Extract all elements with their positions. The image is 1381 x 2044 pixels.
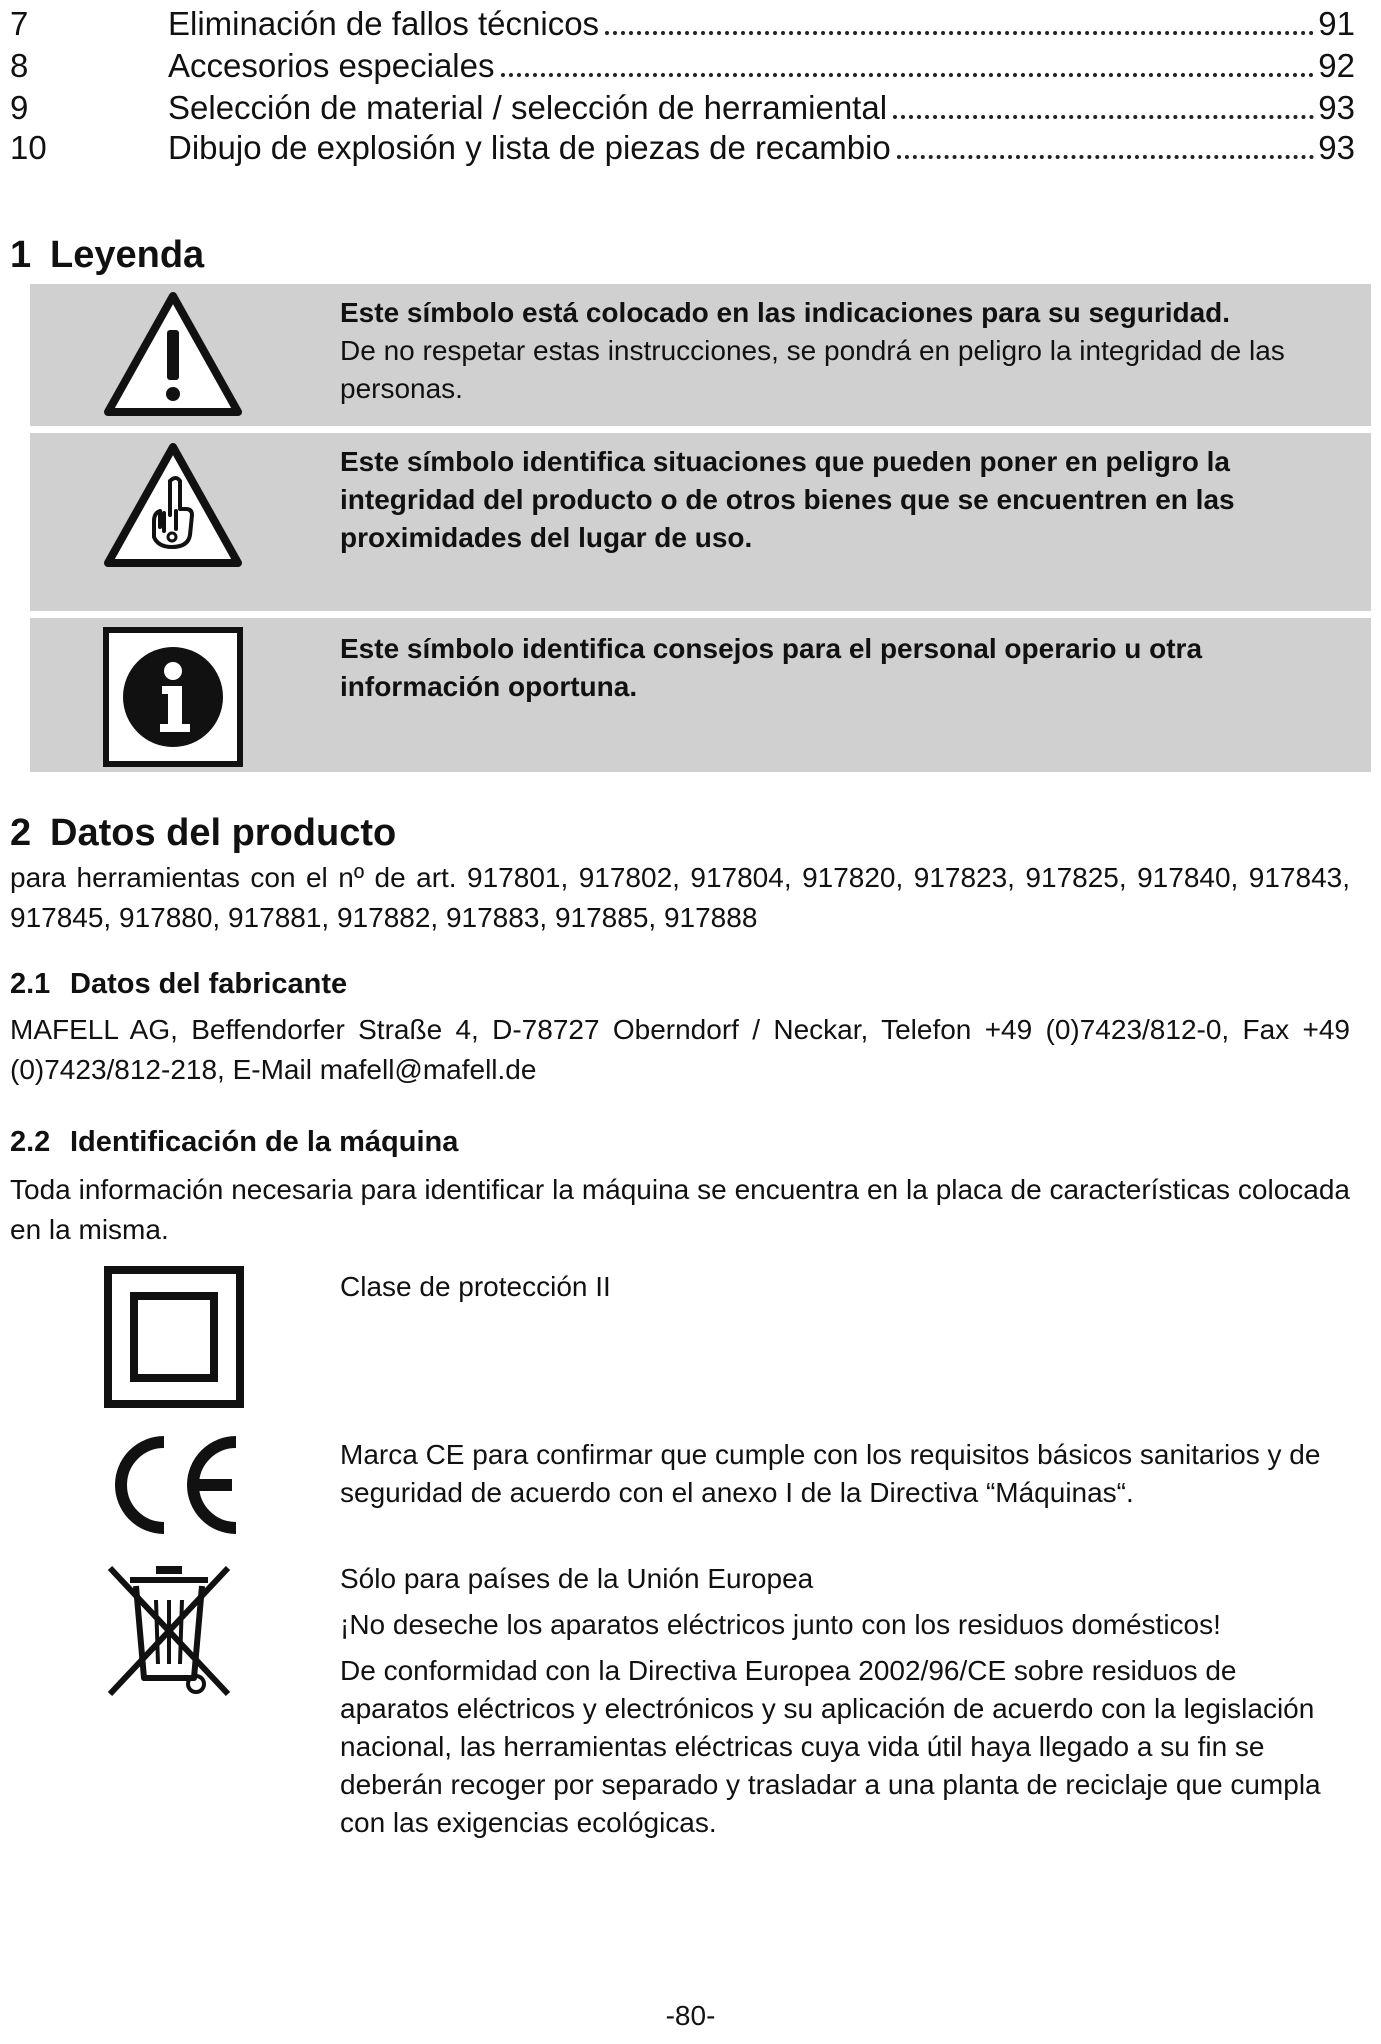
info-icon: [102, 626, 244, 768]
section-title: Datos del producto: [50, 812, 397, 854]
legend-bold-text: Este símbolo está colocado en las indicaciones para su seguridad.: [340, 297, 1231, 328]
identification-text: Toda información necesaria para identificar la máquina se encuentra en la placa de características colocada en la misma.: [10, 1174, 1350, 1245]
article-numbers-text: para herramientas con el nº de art. 917801, 917802, 917804, 917820, 917823, 917825, 917840, 917843, 917845, 917880, 917881, 917882, 917883, 917885, 917888: [10, 862, 1350, 933]
toc-page-number: 92: [1318, 47, 1355, 84]
toc-entry[interactable]: [10, 46, 1355, 86]
toc-leader-dots: [605, 31, 1314, 35]
legend-normal-text: De no respetar estas instrucciones, se pondrá en peligro la integridad de las personas.: [340, 335, 1285, 404]
toc-number: 7: [10, 5, 29, 42]
section-number: 2: [10, 812, 32, 854]
subsection-title: Identificación de la máquina: [70, 1126, 459, 1158]
subsection-number: 2.1: [10, 968, 51, 1000]
subsection-number: 2.2: [10, 1126, 51, 1158]
toc-number: 8: [10, 47, 29, 84]
legend-text: [340, 294, 1355, 408]
symbol-line: Sólo para países de la Unión Europea: [340, 1563, 814, 1594]
toc-page-number: 93: [1318, 129, 1355, 166]
protection-class-ii-icon: [104, 1266, 244, 1408]
warning-triangle-icon: [102, 290, 244, 420]
symbol-text-ce: [340, 1436, 1350, 1520]
subsection-title: Datos del fabricante: [70, 968, 348, 1000]
legend-box-safety: [30, 284, 1371, 426]
toc-title: Dibujo de explosión y lista de piezas de recambio: [168, 129, 891, 166]
toc-page-number: 91: [1318, 5, 1355, 42]
manufacturer-text: MAFELL AG, Beffendorfer Straße 4, D-78727 Oberndorf / Neckar, Telefon +49 (0)7423/812-0, Fax +49 (0)7423/812-218, E-Mail mafell@mafell.de: [10, 1014, 1350, 1085]
symbol-line: Clase de protección II: [340, 1271, 611, 1302]
toc-title: Selección de material / selección de herramiental: [168, 89, 888, 126]
ce-mark-icon: [104, 1432, 244, 1538]
section-heading-datos-producto: [10, 810, 396, 856]
subsection-heading-identificacion: [10, 1124, 458, 1160]
legend-box-info: [30, 618, 1371, 772]
toc-leader-dots: [897, 155, 1315, 159]
section-title: Leyenda: [50, 234, 205, 276]
section-number: 1: [10, 234, 32, 276]
page-number: -80-: [665, 2000, 716, 2031]
toc-leader-dots: [501, 73, 1315, 77]
legend-text: [340, 630, 1355, 706]
section-heading-leyenda: [10, 232, 204, 278]
hand-caution-icon: [102, 441, 244, 571]
toc-entry[interactable]: [10, 128, 1355, 168]
toc-entry[interactable]: [10, 4, 1355, 44]
toc-title: Accesorios especiales: [168, 47, 495, 84]
legend-text: [340, 443, 1355, 557]
symbol-line: Marca CE para confirmar que cumple con los requisitos básicos sanitarios y de seguridad de acuerdo con el anexo I de la Directiva “Máquinas“.: [340, 1439, 1321, 1508]
toc-number: 9: [10, 89, 29, 126]
symbol-line: ¡No deseche los aparatos eléctricos junto con los residuos domésticos!: [340, 1609, 1221, 1640]
legend-box-product: [30, 433, 1371, 611]
toc-leader-dots: [893, 115, 1314, 119]
toc-page-number: 93: [1318, 89, 1355, 126]
symbol-text-weee: [340, 1560, 1350, 1850]
toc-number: 10: [10, 129, 47, 166]
weee-bin-icon: [104, 1560, 234, 1700]
subsection-heading-fabricante: [10, 966, 347, 1002]
symbol-line: De conformidad con la Directiva Europea 2002/96/CE sobre residuos de aparatos eléctricos y electrónicos y su aplicación de acuerdo con la legislación nacional, las herramientas eléctricas cuya vida útil haya llegado a su fin se deberán recoger por separado y trasladar a una planta de reciclaje que cumpla con las exigencias ecológicas.: [340, 1655, 1321, 1838]
legend-bold-text: Este símbolo identifica consejos para el personal operario u otra información oportuna.: [340, 633, 1203, 702]
legend-bold-text: Este símbolo identifica situaciones que pueden poner en peligro la integridad del producto o de otros bienes que se encuentren en las proximidades del lugar de uso.: [340, 446, 1235, 553]
toc-title: Eliminación de fallos técnicos: [168, 5, 600, 42]
toc-entry[interactable]: [10, 88, 1355, 128]
symbol-text-protection: [340, 1268, 1350, 1314]
